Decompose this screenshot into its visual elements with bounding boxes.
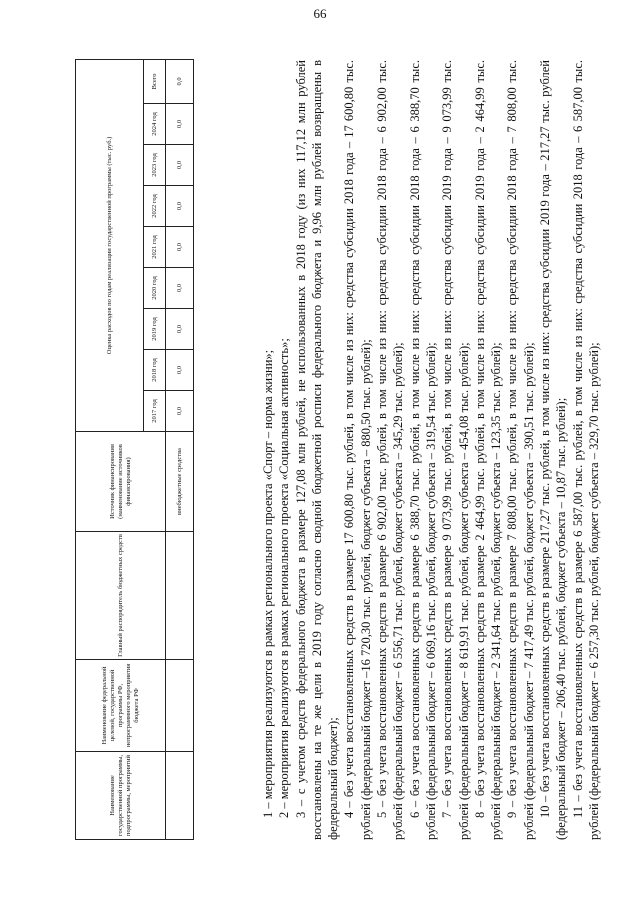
row-manager <box>166 532 194 660</box>
header-code: Наименование федеральной целевой, государственной программы РФ, непрограммного мероприятия бюджета РФ <box>76 660 166 752</box>
footnote: 9 – без учета восстановленных средств в размере 7 808,00 тыс. рублей, в том числе из них: средства субсидии 2018 года – 7 808,00 тыс. рублей (федеральный бюджет – 7 417,49 тыс. рублей, бюджет субъекта – 390,51 тыс. рублей); <box>505 60 536 840</box>
row-value: 0,0 <box>166 268 194 309</box>
header-manager: Главный распорядитель бюджетных средств <box>76 532 166 660</box>
expenditure-table <box>75 59 194 840</box>
footnote: 2 – мероприятия реализуются в рамках регионального проекта «Социальная активность»; <box>277 338 292 818</box>
rotated-page <box>75 60 610 840</box>
footnote: 5 – без учета восстановленных средств в размере 6 902,00 тыс. рублей, в том числе из них: средства субсидии 2018 года – 6 902,00 тыс. рублей (федеральный бюджет – 6 556,71 тыс. рублей, бюджет субъекта – 345,29 тыс. рублей); <box>375 60 406 840</box>
header-year: 2018 год <box>144 350 166 391</box>
header-total: Всего <box>144 59 166 103</box>
header-year: 2022 год <box>144 186 166 227</box>
footnote: 6 – без учета восстановленных средств в размере 6 388,70 тыс. рублей, в том числе из них: средства субсидии 2018 года – 6 388,70 тыс. рублей (федеральный бюджет – 6 069,16 тыс. рублей, бюджет субъекта – 319,54 тыс. рублей); <box>407 60 438 840</box>
row-name <box>166 752 194 840</box>
header-year: 2019 год <box>144 309 166 350</box>
header-source: Источник финансирования (наименование источников финансирования) <box>76 432 166 532</box>
header-name: Наименование государственной программы, подпрограммы, мероприятий <box>76 752 166 840</box>
footnote: 1 – мероприятия реализуются в рамках регионального проекта «Спорт – норма жизни»; <box>261 349 275 818</box>
row-value: 0,0 <box>166 350 194 391</box>
row-value: 0,0 <box>166 186 194 227</box>
header-year: 2021 год <box>144 227 166 268</box>
header-year: 2023 год <box>144 145 166 186</box>
row-value: 0,0 <box>166 391 194 432</box>
row-value: 0,0 <box>166 104 194 145</box>
row-value: 0,0 <box>166 145 194 186</box>
row-total: 0,0 <box>166 59 194 103</box>
footnote: 8 – без учета восстановленных средств в размере 2 464,99 тыс. рублей, в том числе из них: средства субсидии 2019 года – 2 464,99 тыс. рублей (федеральный бюджет – 2 341,64 тыс. рублей, бюджет субъекта – 123,35 тыс. рублей); <box>472 60 504 840</box>
row-source: внебюджетные средства <box>166 432 194 532</box>
row-code <box>166 660 194 752</box>
footnote: 7 – без учета восстановленных средств в размере 9 073,99 тыс. рублей, в том числе из них: средства субсидии 2019 года – 9 073,99 тыс. рублей (федеральный бюджет – 8 619,91 тыс. рублей, бюджет субъекта – 454,08 тыс. рублей); <box>440 60 471 840</box>
footnote: 4 – без учета восстановленных средств в размере 17 600,80 тыс. рублей, в том числе из них: средства субсидии 2018 года – 17 600,80 тыс. рублей (федеральный бюджет –16 720,30 тыс. рублей, бюджет субъекта – 880,50 тыс. рублей); <box>342 60 373 840</box>
page-number: 66 <box>313 6 327 21</box>
row-value: 0,0 <box>166 227 194 268</box>
table-row <box>166 59 194 839</box>
footnotes <box>260 60 602 840</box>
footnote: 3 – с учетом средств федерального бюджета в размере 127,08 млн рублей, не использованных в 2018 году (из них 117,12 млн рублей восстановлены на те же цели в 2019 году согласно сводной бюджетной росписи федерального бюджета и 9,96 млн рублей возвращены в федеральный бюджет); <box>293 60 341 840</box>
header-year: 2020 год <box>144 268 166 309</box>
row-value: 0,0 <box>166 309 194 350</box>
footnote: 11 – без учета восстановленных средств в размере 6 587,00 тыс. рублей, в том числе из них: средства субсидии 2018 года – 6 587,00 тыс. рублей (федеральный бюджет – 6 257,30 тыс. рублей, бюджет субъекта – 329,70 тыс. рублей); <box>570 60 601 840</box>
header-year: 2017 год <box>144 391 166 432</box>
header-estimate: Оценка расходов по годам реализации государственной программы (тыс. руб.) <box>76 59 144 431</box>
header-year: 2024 год <box>144 104 166 145</box>
footnote: 10 – без учета восстановленных средств в размере 217,27 тыс. рублей, в том числе из них: средства субсидии 2019 года – 217,27 тыс. рублей (федеральный бюджет – 206,40 тыс. рублей, бюджет субъекта – 10,87 тыс. рублей); <box>538 60 569 840</box>
